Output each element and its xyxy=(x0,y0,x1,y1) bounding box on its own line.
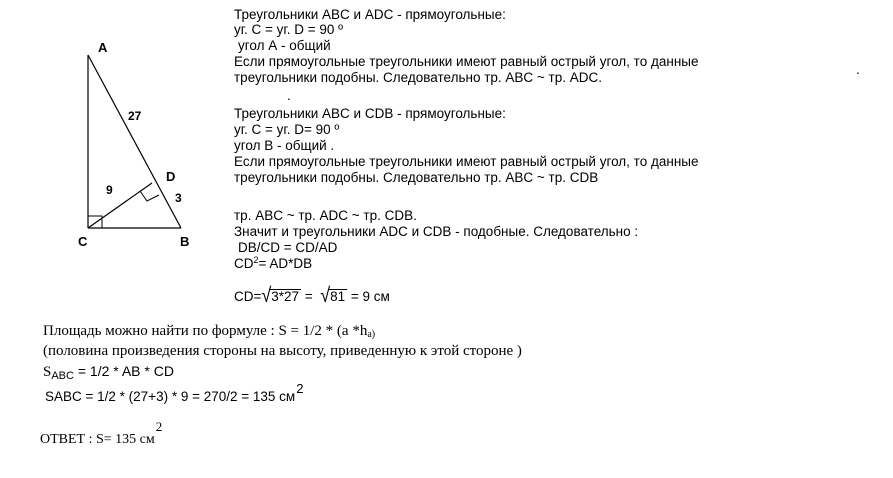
block2-line2: уг. С = уг. D= 90 º xyxy=(234,122,340,137)
sabc-calc-text: SABC = 1/2 * (27+3) * 9 = 270/2 = 135 см xyxy=(45,389,296,404)
block2-line4: Если прямоугольные треугольники имеют равный острый угол, то данные xyxy=(234,154,699,169)
cd-squared-sup: 2 xyxy=(253,255,259,265)
block3-line3: DB/CD = CD/AD xyxy=(238,240,338,255)
sabc-sub: ABC xyxy=(51,370,74,382)
triangle-figure xyxy=(0,0,230,260)
block1-line5: треугольники подобны. Следовательно тр. ABC ~ тр. ADC. xyxy=(234,70,602,85)
sabc-formula-line xyxy=(43,363,174,381)
block3-line1: тр. ABC ~ тр. ADC ~ тр. CDB. xyxy=(234,208,417,223)
vertex-b-label: B xyxy=(180,234,190,249)
area-formula-close: ) xyxy=(371,329,376,340)
vertex-d-label: D xyxy=(166,169,176,184)
answer-sup: 2 xyxy=(155,419,163,434)
vertex-a-label: A xyxy=(98,40,108,55)
sabc-calc-sup: 2 xyxy=(296,381,304,396)
segment-ad-label: 27 xyxy=(128,109,142,123)
sabc-s: S xyxy=(43,364,52,380)
area-formula-sub: a xyxy=(367,329,372,340)
altitude-cd xyxy=(88,183,152,228)
block3-line4 xyxy=(234,256,312,273)
block2-line3: угол В - общий . xyxy=(234,138,335,153)
sqrt-icon: √ xyxy=(261,283,272,307)
right-angle-mark-d xyxy=(140,191,159,201)
sqrt-icon: √ xyxy=(320,283,331,307)
sabc-rest: = 1/2 * AB * CD xyxy=(73,363,174,379)
block2-line5: треугольники подобны. Следовательно тр. ABC ~ тр. CDB xyxy=(234,170,599,185)
answer-text: ОТВЕТ : S= 135 см xyxy=(40,432,155,447)
block1-line3: угол А - общий xyxy=(238,38,331,53)
stray-dot-1: . xyxy=(287,88,291,103)
block1-line4: Если прямоугольные треугольники имеют равный острый угол, то данные xyxy=(234,54,699,69)
block2-line1: Треугольники ABC и CDB - прямоугольные: xyxy=(234,106,506,121)
radicand-2: 81 xyxy=(330,289,346,304)
segment-db-label: 3 xyxy=(175,191,182,205)
side-ab xyxy=(88,55,181,228)
radicand-1: 3*27 xyxy=(271,289,300,304)
block3-line2: Значит и треугольники ADC и CDB - подобные. Следовательно : xyxy=(234,224,639,239)
cd-squared-rest: = AD*DB xyxy=(258,256,313,271)
area-formula-explanation: (половина произведения стороны на высоту, приведенную к этой стороне ) xyxy=(43,343,522,359)
stray-dot-right: . xyxy=(856,62,860,77)
area-formula-text: Площадь можно найти по формуле : S = 1/2 * (а *h xyxy=(43,323,368,339)
block1-line1: Треугольники ABC и ADC - прямоугольные: xyxy=(234,7,506,22)
answer-line xyxy=(40,419,163,448)
cd-eq-mid: = xyxy=(301,289,317,304)
block3-line5 xyxy=(234,283,390,307)
block1-line2: уг. С = уг. D = 90 º xyxy=(234,22,344,37)
cd-eq-result: = 9 см xyxy=(347,289,390,304)
area-formula-line xyxy=(43,323,375,341)
vertex-c-label: C xyxy=(78,234,88,249)
cd-eq-prefix: CD= xyxy=(234,289,262,304)
cd-base: CD xyxy=(234,256,254,271)
sabc-calculation-line xyxy=(45,381,304,405)
segment-cd-label: 9 xyxy=(106,183,113,197)
